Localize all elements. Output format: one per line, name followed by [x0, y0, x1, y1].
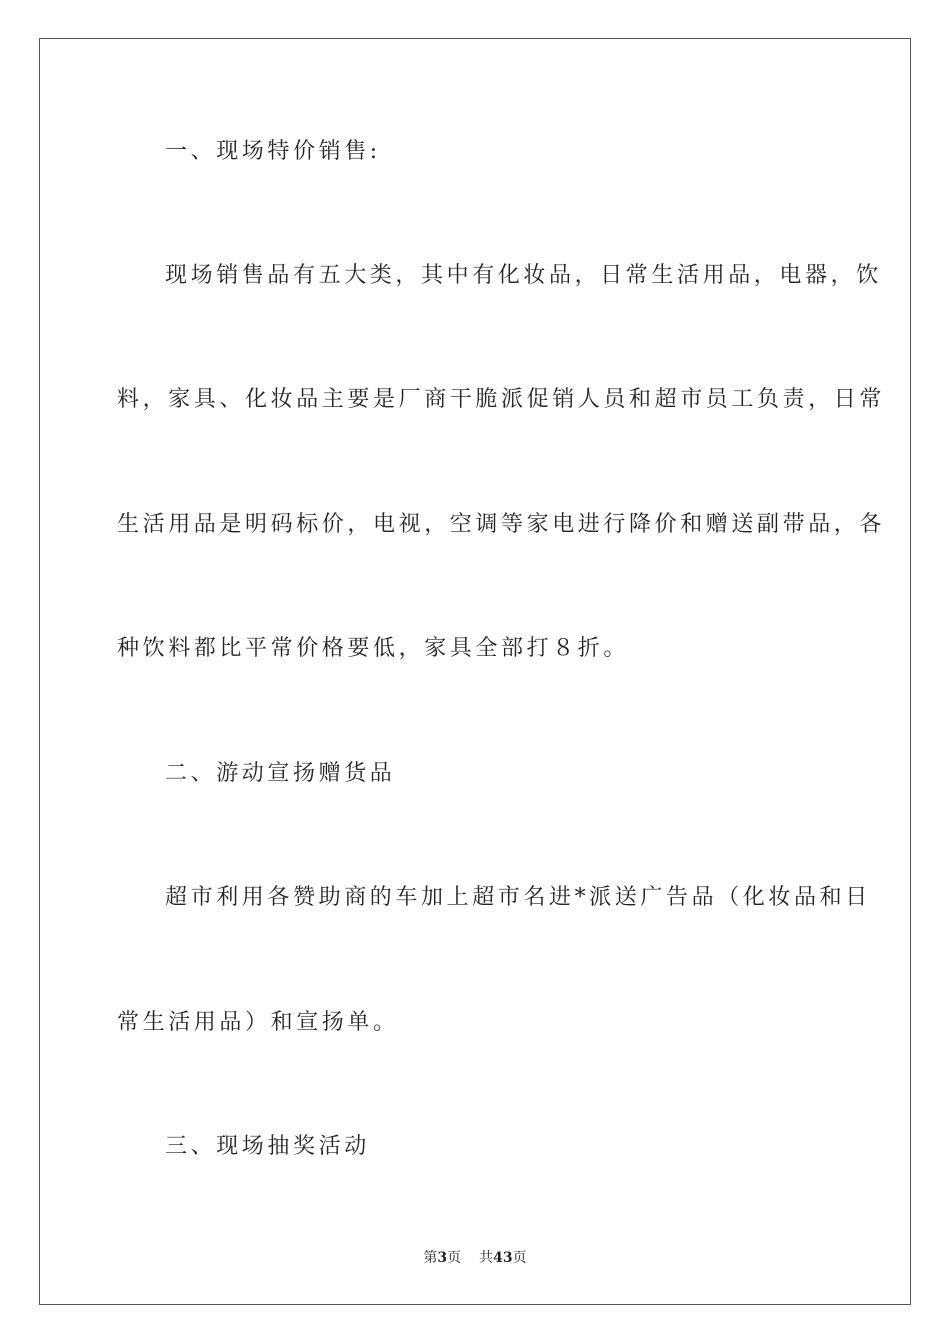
heading-section-2: 二、游动宣扬赠货品 [165, 761, 396, 786]
footer-page-prefix: 第 [423, 1250, 438, 1266]
paragraph-line: 生活用品是明码标价，电视，空调等家电进行降价和赠送副带品，各 [117, 512, 886, 537]
footer-page-suffix: 页 [447, 1250, 462, 1266]
footer-page-number: 3 [437, 1250, 448, 1266]
page-border [39, 38, 911, 1305]
paragraph-line: 现场销售品有五大类，其中有化妆品，日常生活用品，电器，饮 [165, 263, 882, 288]
page-footer [0, 1247, 950, 1267]
paragraph-line: 料，家具、化妆品主要是厂商干脆派促销人员和超市员工负责，日常 [117, 387, 886, 412]
paragraph-line: 种饮料都比平常价格要低，家具全部打８折。 [117, 636, 630, 661]
heading-section-1: 一、现场特价销售: [165, 139, 381, 164]
paragraph-line: 超市利用各赞助商的车加上超市名进*派送广告品（化妆品和日 [165, 885, 871, 910]
paragraph-line: 常生活用品）和宣扬单。 [117, 1010, 399, 1035]
heading-section-3: 三、现场抽奖活动 [165, 1134, 370, 1159]
footer-total-suffix: 页 [512, 1250, 527, 1266]
footer-total-pages: 43 [493, 1250, 513, 1266]
footer-total-prefix: 共 [479, 1250, 494, 1266]
